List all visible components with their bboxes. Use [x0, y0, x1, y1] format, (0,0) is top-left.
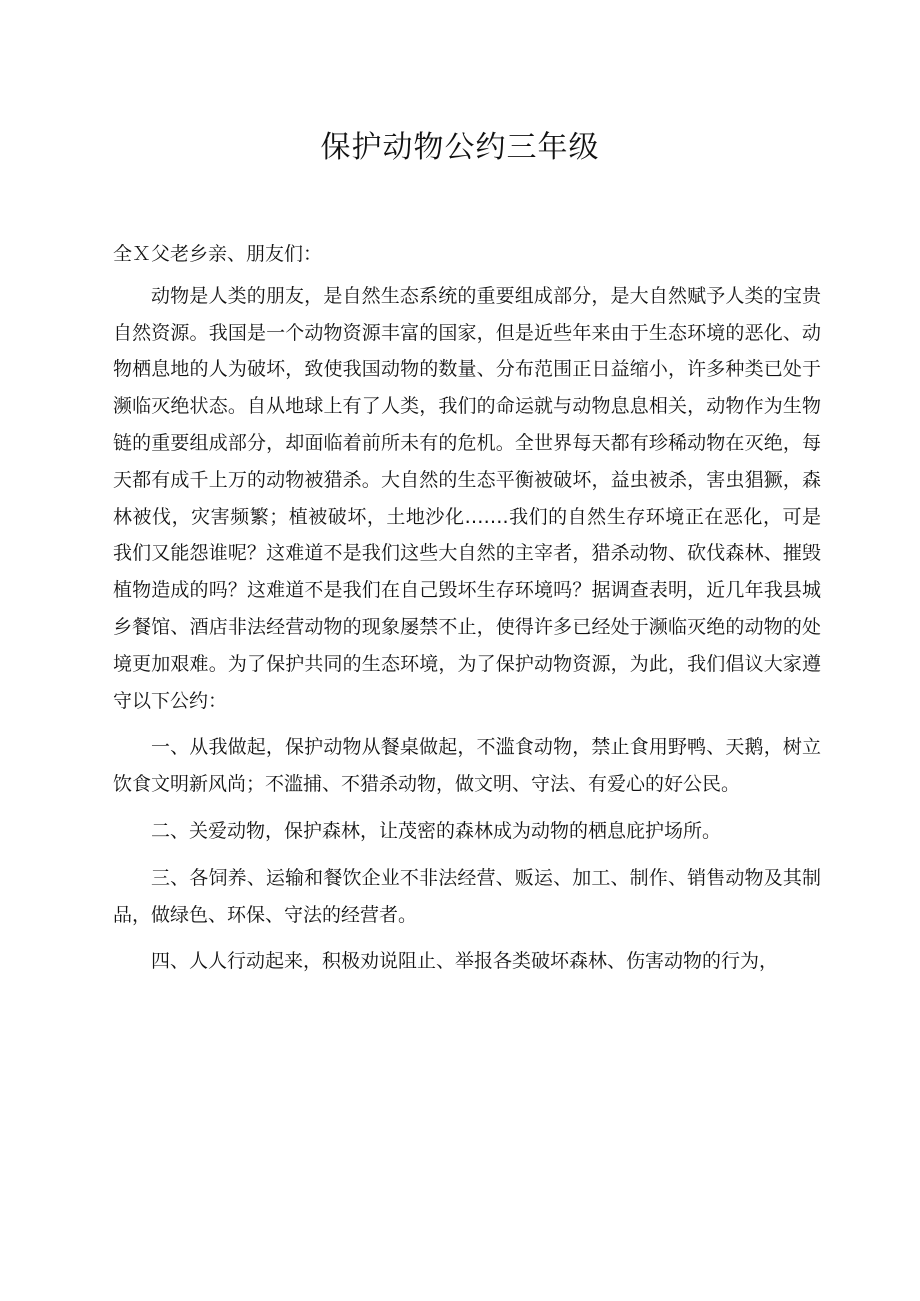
intro-paragraph: 动物是人类的朋友，是自然生态系统的重要组成部分，是大自然赋予人类的宝贵自然资源。我国是一个动物资源丰富的国家，但是近些年来由于生态环境的恶化、动物栖息地的人为破坏，致使我国动物的数量、分布范围正日益缩小，许多种类已处于濒临灭绝状态。自从地球上有了人类，我们的命运就与动物息息相关，动物作为生物链的重要组成部分，却面临着前所未有的危机。全世界每天都有珍稀动物在灭绝，每天都有成千上万的动物被猎杀。大自然的生态平衡被破坏，益虫被杀，害虫猖獗，森林被伐，灾害频繁；植被破坏，土地沙化…….我们的自然生存环境正在恶化，可是我们又能怨谁呢？这难道不是我们这些大自然的主宰者，猎杀动物、砍伐森林、摧毁植物造成的吗？这难道不是我们在自己毁坏生存环境吗？据调查表明，近几年我县城乡餐馆、酒店非法经营动物的现象屡禁不止，使得许多已经处于濒临灭绝的动物的处境更加艰难。为了保护共同的生态环境，为了保护动物资源，为此，我们倡议大家遵守以下公约： [113, 284, 821, 712]
convention-item-3: 三、各饲养、运输和餐饮企业不非法经营、贩运、加工、制作、销售动物及其制品，做绿色、环保、守法的经营者。 [113, 866, 821, 926]
convention-item-1: 一、从我做起，保护动物从餐桌做起，不滥食动物，禁止食用野鸭、天鹅，树立饮食文明新风尚；不滥捕、不猎杀动物，做文明、守法、有爱心的好公民。 [113, 736, 821, 796]
document-title: 保护动物公约三年级 [320, 130, 600, 165]
convention-item-2: 二、关爱动物，保护森林，让茂密的森林成为动物的栖息庇护场所。 [151, 819, 722, 842]
salutation: 全Ｘ父老乡亲、朋友们： [113, 243, 323, 265]
document-body [113, 236, 821, 980]
convention-item-4: 四、人人行动起来，积极劝说阻止、举报各类破坏森林、伤害动物的行为， [151, 950, 779, 973]
